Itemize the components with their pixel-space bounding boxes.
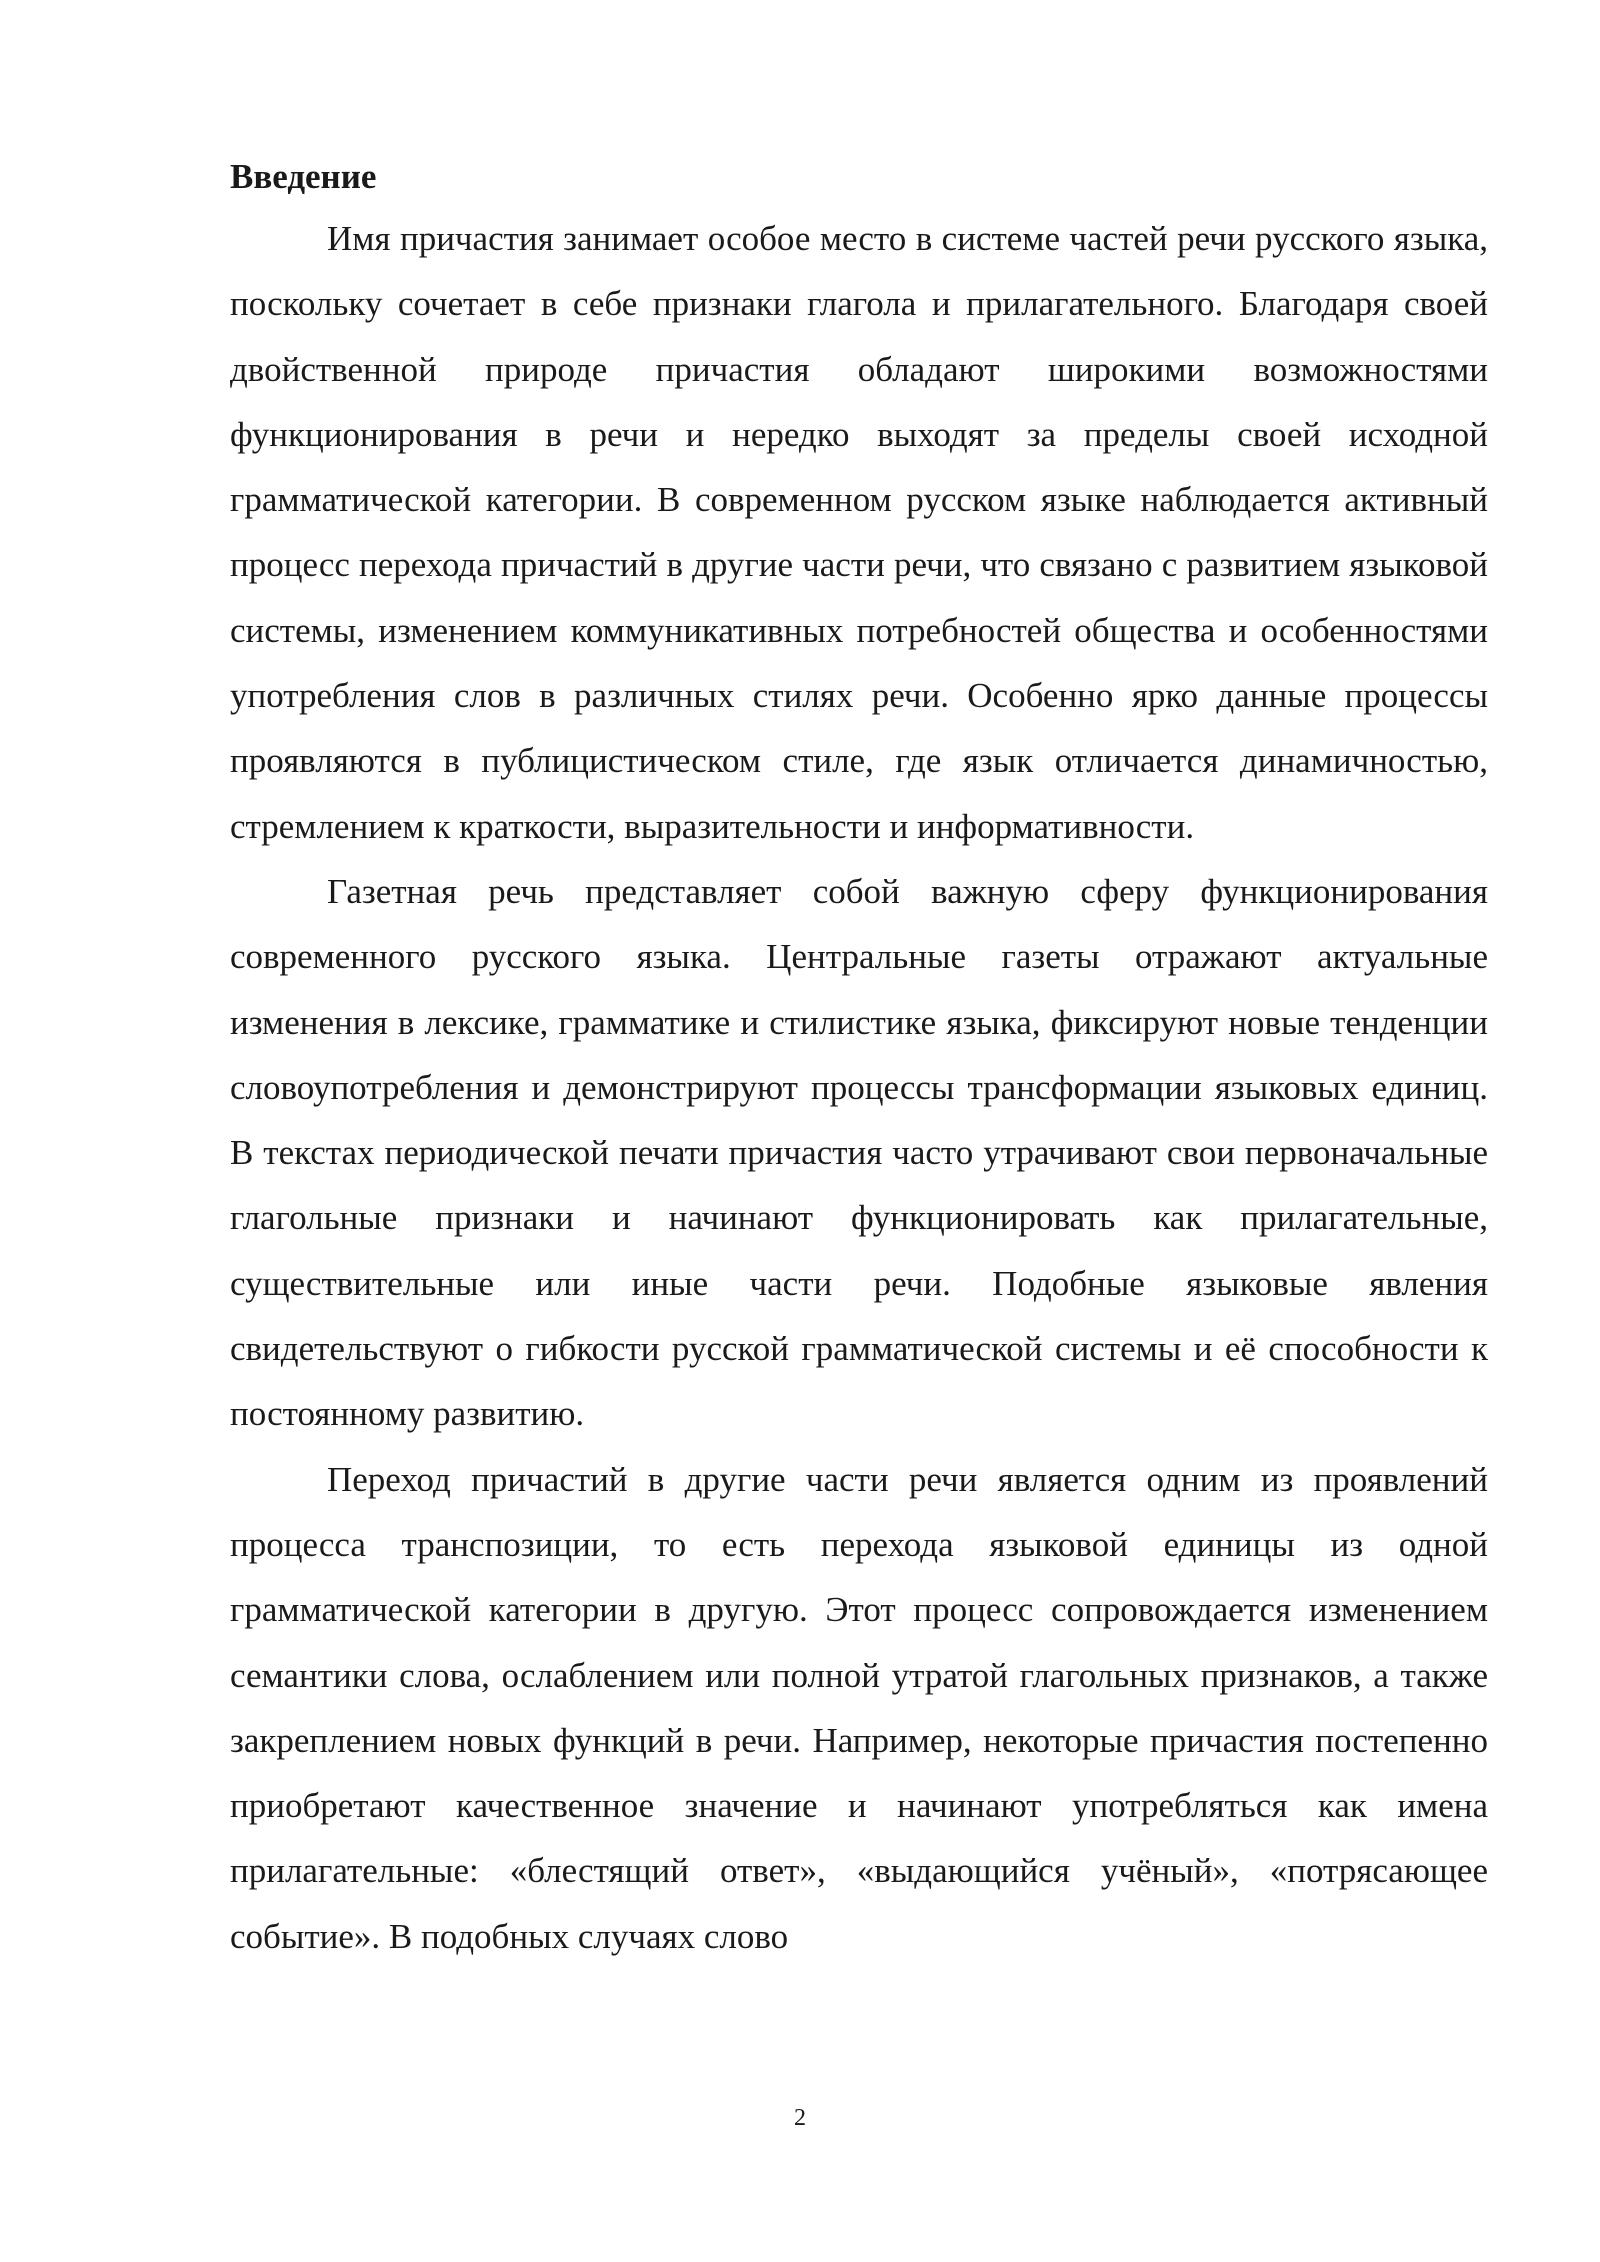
paragraph-3: Переход причастий в другие части речи является одним из проявлений процесса транспозиции, то есть перехода языковой единицы из одной грамматической категории в другую. Этот процесс сопровождается изменением семантики слова, ослаблением или полной утратой глагольных признаков, а также закреплением новых функций в речи. Например, некоторые причастия постепенно приобретают качественное значение и начинают употребляться как имена прилагательные: «блестящий ответ», «выдающийся учёный», «потрясающее событие». В подобных случаях слово bbox=[230, 1459, 1488, 1956]
section-heading: Введение bbox=[230, 157, 377, 196]
page-number: 2 bbox=[794, 2105, 806, 2131]
paragraph-2: Газетная речь представляет собой важную сферу функционирования современного русского языка. Центральные газеты отражают актуальные изменения в лексике, грамматике и стилистике языка, фиксируют новые тенденции словоупотребления и демонстрируют процессы трансформации языковых единиц. В текстах периодической печати причастия часто утрачивают свои первоначальные глагольные признаки и начинают функционировать как прилагательные, существительные или иные части речи. Подобные языковые явления свидетельствуют о гибкости русской грамматической системы и её способности к постоянному развитию. bbox=[230, 871, 1488, 1434]
page-body bbox=[230, 148, 1488, 1969]
paragraph-1: Имя причастия занимает особое место в системе частей речи русского языка, поскольку сочетает в себе признаки глагола и прилагательного. Благодаря своей двойственной природе причастия обладают широкими возможностями функционирования в речи и нередко выходят за пределы своей исходной грамматической категории. В современном русском языке наблюдается активный процесс перехода причастий в другие части речи, что связано с развитием языковой системы, изменением коммуникативных потребностей общества и особенностями употребления слов в различных стилях речи. Особенно ярко данные процессы проявляются в публицистическом стиле, где язык отличается динамичностью, стремлением к краткости, выразительности и информативности. bbox=[230, 219, 1488, 846]
